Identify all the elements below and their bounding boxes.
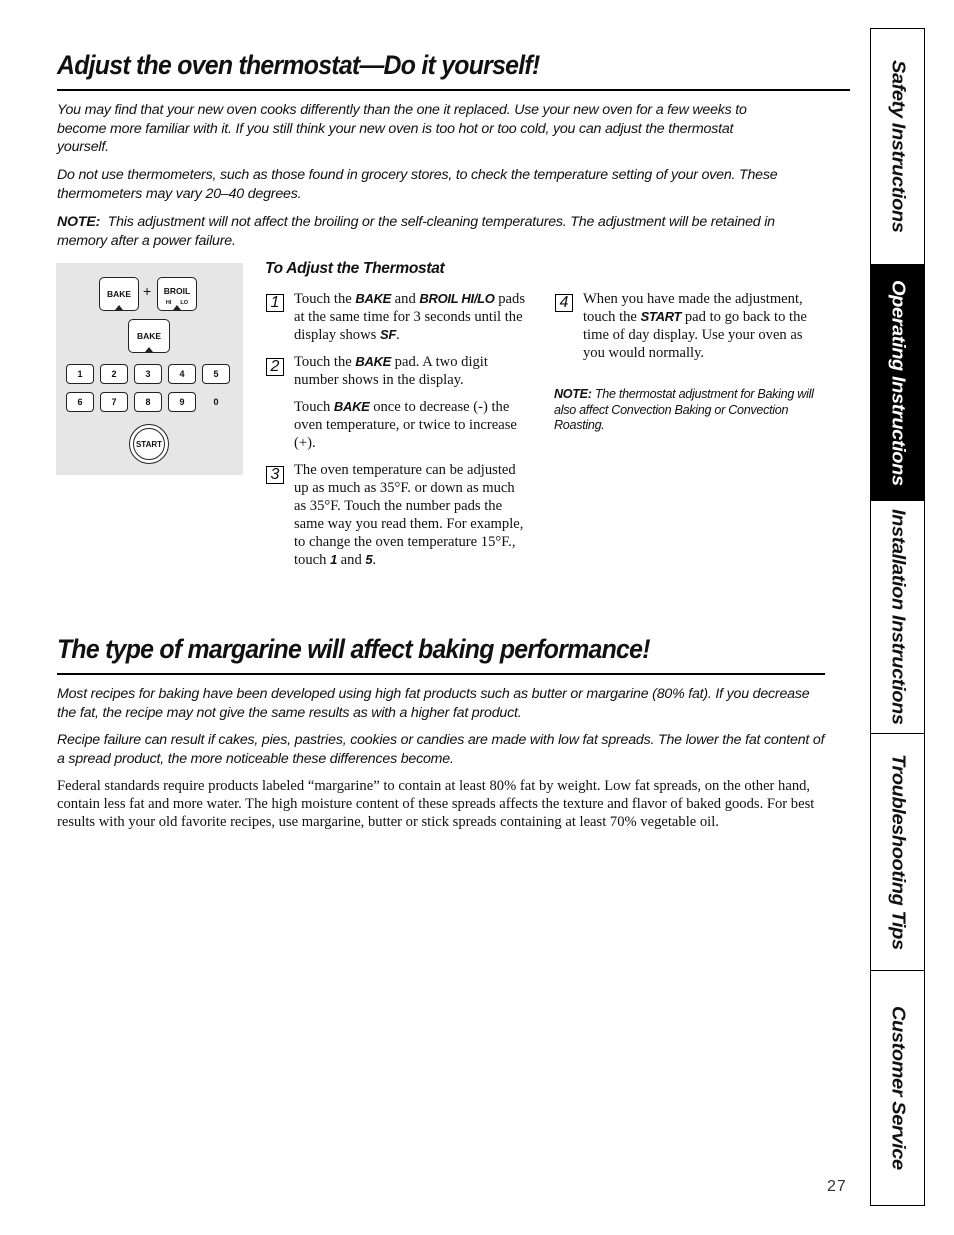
number-pad-3: 3 [134, 364, 162, 384]
step-3-t1: The oven temperature can be adjusted up as much as 35°F. or down as much as 35°F. Touch the number pads the same way you read them. For example, to change the oven temperature 15°F., touch [294, 462, 524, 568]
step-3-number: 3 [266, 466, 284, 484]
thermometer-paragraph: Do not use thermometers, such as those found in grocery stores, to check the temperature setting of your oven. These thermometers may vary 20–40 degrees. [57, 167, 778, 202]
number-pad-7: 7 [100, 392, 128, 412]
tab-installation-label: Installation Instructions [887, 509, 909, 725]
tab-operating-label: Operating Instructions [887, 279, 909, 486]
note-text: This adjustment will not affect the broiling or the self-cleaning temperatures. The adjustment will be retained in memory after a power failure. [57, 214, 775, 249]
broil-indicator-icon [173, 305, 181, 310]
step-3-text [294, 461, 530, 569]
step-1-text [294, 290, 529, 344]
step-2-t1: Touch the [294, 354, 356, 370]
broil-label: BROIL [163, 286, 191, 296]
start-pad-label: START [133, 428, 165, 460]
margarine-title-rule [57, 673, 825, 675]
step-1-t3: pads at the same time for 3 seconds until the display shows [294, 291, 525, 343]
section-sidebar [870, 28, 925, 1206]
step-2-text [294, 353, 519, 389]
bake-2-indicator-icon [145, 347, 153, 352]
step-1-number: 1 [266, 294, 284, 312]
tab-safety-label: Safety Instructions [887, 60, 909, 233]
start-pad [129, 424, 169, 464]
adjustment-note [57, 213, 827, 250]
tab-customer-service[interactable] [871, 971, 924, 1205]
lo-label: LO [180, 300, 189, 306]
bake-pad-label: BAKE [106, 289, 132, 299]
step-4-text [583, 290, 823, 362]
step-2-number: 2 [266, 358, 284, 376]
section-title-thermostat: Adjust the oven thermostat—Do it yourself! [57, 50, 540, 80]
step-2-bake: BAKE [355, 354, 392, 369]
step-3-t3: . [372, 552, 376, 568]
tab-customer-service-label: Customer Service [887, 1006, 909, 1170]
number-pad-0: 0 [213, 397, 219, 407]
step-4-start: START [640, 309, 682, 324]
step-1-t2: and [391, 291, 420, 307]
number-pad-9: 9 [168, 392, 196, 412]
page-number: 27 [827, 1178, 847, 1195]
step-1-broil: BROIL HI/LO [419, 291, 495, 306]
tab-troubleshooting-tips[interactable] [871, 734, 924, 971]
step-4-t2: pad to go back to the time of day display. Use your oven as you would normally. [583, 309, 807, 361]
step-2-t2: pad. A two digit number shows in the display. [294, 354, 488, 388]
intro-paragraph: You may find that your new oven cooks differently than the one it replaced. Use your new oven for a few weeks to become more familiar with it. If you still think your new oven is too hot or too cold, you can adjust the thermostat yourself. [57, 102, 747, 155]
step-3-t2: and [337, 552, 366, 568]
hi-label: HI [165, 300, 172, 306]
tab-troubleshooting-label: Troubleshooting Tips [887, 754, 909, 950]
convection-note [554, 387, 824, 434]
convection-note-text: The thermostat adjustment for Baking will also affect Convection Baking or Convection Roasting. [554, 387, 814, 432]
margarine-paragraph-1: Most recipes for baking have been developed using high fat products such as butter or margarine (80% fat). If you decrease the fat, the recipe may not give the same results as with a higher fat product. [57, 686, 810, 721]
margarine-paragraph-3: Federal standards require products labeled “margarine” to contain at least 80% fat by weight. Low fat spreads, on the other hand, contain less fat and more water. The high moisture content of these spreads affects the texture and flavor of baked goods. For best results with your old favorite recipes, use margarine, butter or stick spreads containing at least 70% vegetable oil. [57, 778, 815, 830]
step-4-t1: When you have made the adjustment, touch the [583, 291, 803, 325]
step-2b-text [294, 398, 519, 452]
step-1-bake: BAKE [355, 291, 392, 306]
number-pad-4: 4 [168, 364, 196, 384]
number-pad-6: 6 [66, 392, 94, 412]
number-pad-8: 8 [134, 392, 162, 412]
title-rule [57, 89, 850, 91]
step-3-one: 1 [330, 552, 338, 567]
step-2b-t1: Touch [294, 399, 334, 415]
step-1-sf: SF [379, 327, 396, 342]
step-1-t4: . [395, 327, 400, 343]
tab-operating-instructions[interactable] [871, 265, 924, 501]
number-pad-2: 2 [100, 364, 128, 384]
number-pad-5: 5 [202, 364, 230, 384]
margarine-paragraph-2: Recipe failure can result if cakes, pies, pastries, cookies or candies are made with low fat spreads. The lower the fat content of a spread product, the more noticeable these differences become. [57, 732, 825, 767]
step-4-number: 4 [555, 294, 573, 312]
tab-installation-instructions[interactable] [871, 501, 924, 734]
note-label: NOTE: [57, 214, 101, 230]
bake-pad-2-label: BAKE [136, 331, 162, 341]
tab-safety-instructions[interactable] [871, 29, 924, 265]
step-1-t1: Touch the [294, 291, 356, 307]
step-3-five: 5 [365, 552, 373, 567]
bake-indicator-icon [115, 305, 123, 310]
steps-subheading: To Adjust the Thermostat [265, 260, 445, 277]
plus-sign: + [143, 283, 152, 299]
section-title-margarine: The type of margarine will affect baking performance! [57, 634, 650, 664]
convection-note-label: NOTE: [554, 387, 592, 401]
step-2b-bake: BAKE [333, 399, 370, 414]
step-2b-t2: once to decrease (-) the oven temperature, or twice to increase (+). [294, 399, 517, 451]
number-pad-1: 1 [66, 364, 94, 384]
